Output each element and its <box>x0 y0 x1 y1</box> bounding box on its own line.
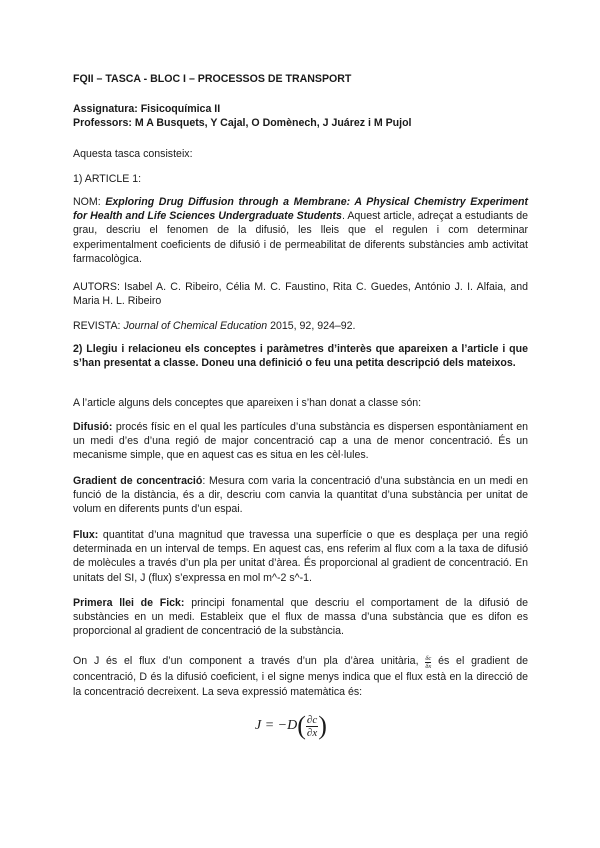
article-description: . Aquest article, adreçat a estudiants de grau, descriu el fenomen de la difusió, les lleis que el regulen i com determinar experimentalment coeficients de difusió i de permeabilitat de diferents substàncies amb activitat farmacològica. <box>73 210 528 265</box>
professors-line: Professors: M A Busquets, Y Cajal, O Domènech, J Juárez i M Pujol <box>73 117 412 129</box>
question-2: 2) Llegiu i relacioneu els conceptes i paràmetres d’interès que apareixen a l’article i que s’han presentat a classe. Doneu una definició o feu una petita descripció dels mateixos. <box>73 343 528 370</box>
fick-equation <box>255 711 345 747</box>
gradient-fraction <box>425 655 431 670</box>
journal-details: 2015, 92, 924–92. <box>267 320 356 332</box>
concept-fick-law <box>73 596 528 639</box>
fick-explanation-before: On J és el flux d’un component a través d’un pla d’àrea unitària, <box>73 655 426 667</box>
concept-term: Difusió: <box>73 421 113 433</box>
concept-term: Gradient de concentració <box>73 475 203 487</box>
intro-text: Aquesta tasca consisteix: <box>73 148 193 160</box>
fick-explanation <box>73 654 528 700</box>
concept-diffusion <box>73 420 528 463</box>
concept-text: quantitat d’una magnitud que travessa una superfície o que es desplaça per una regió determinada en un interval de temps. En aquest cas, ens referim al flux com a la taxa de difusió de molècules a través d’un pla per unitat d’àrea. És proporcional al gradient de concentració. En unitats del SI, J (flux) s’expressa en mol m^-2 s^-1. <box>73 529 528 584</box>
concept-term: Primera llei de Fick: <box>73 597 185 609</box>
nom-label: NOM: <box>73 196 101 208</box>
concept-flux <box>73 528 528 585</box>
gradient-fraction-numerator: δc <box>425 655 432 662</box>
concept-text: principi fonamental que descriu el comportament de la difusió de substàncies en un medi. Estableix que el flux de massa d’una substància que es difon es proporcional al gradient de concentració de la substància. <box>73 597 528 638</box>
gradient-fraction-denominator: δx <box>425 663 432 670</box>
document-title: FQII – TASCA - BLOC I – PROCESSOS DE TRANSPORT <box>73 73 352 85</box>
revista-label: REVISTA: <box>73 320 121 332</box>
equation-fraction <box>306 714 318 739</box>
article-name-paragraph <box>73 195 528 266</box>
right-paren: ) <box>318 711 327 740</box>
concept-text: procés físic en el qual les partícules d’una substància es dispersen espontàniament en un medi d’es d’una regió de major concentració cap a una de menor concentració. És un mecanisme simple, que en aquest cas es situa en les cèl·lules. <box>73 421 528 462</box>
fick-explanation-after: és el gradient de concentració, D és la difusió coeficient, i el signe menys indica que el flux està en la direcció de la concentració decreixent. La seva expressió matemàtica és: <box>73 655 528 698</box>
equation-lhs: J = −D <box>255 718 298 733</box>
equation-denominator: ∂x <box>306 726 318 739</box>
concept-gradient <box>73 474 528 517</box>
concept-term: Flux: <box>73 529 99 541</box>
equation-numerator: ∂c <box>306 713 318 726</box>
left-paren: ( <box>297 711 306 740</box>
subject-line: Assignatura: Fisicoquímica II <box>73 103 221 115</box>
article-heading: 1) ARTICLE 1: <box>73 173 142 185</box>
article-title: Exploring Drug Diffusion through a Membrane: A Physical Chemistry Experiment for Health and Life Sciences Undergraduate Students <box>73 196 528 223</box>
journal-name: Journal of Chemical Education <box>123 320 268 332</box>
answer-intro: A l’article alguns dels conceptes que apareixen i s’han donat a classe són: <box>73 397 422 409</box>
concept-text: : Mesura com varia la concentració d’una substància en un medi en funció de la distància, és a dir, descriu com canvia la quantitat d’una substància per unitat de volum en diferents punts d’un espai. <box>73 475 529 516</box>
journal-paragraph <box>73 319 528 333</box>
authors-paragraph: AUTORS: Isabel A. C. Ribeiro, Célia M. C. Faustino, Rita C. Guedes, António J. I. Alfaia, and Maria H. L. Ribeiro <box>73 281 528 308</box>
